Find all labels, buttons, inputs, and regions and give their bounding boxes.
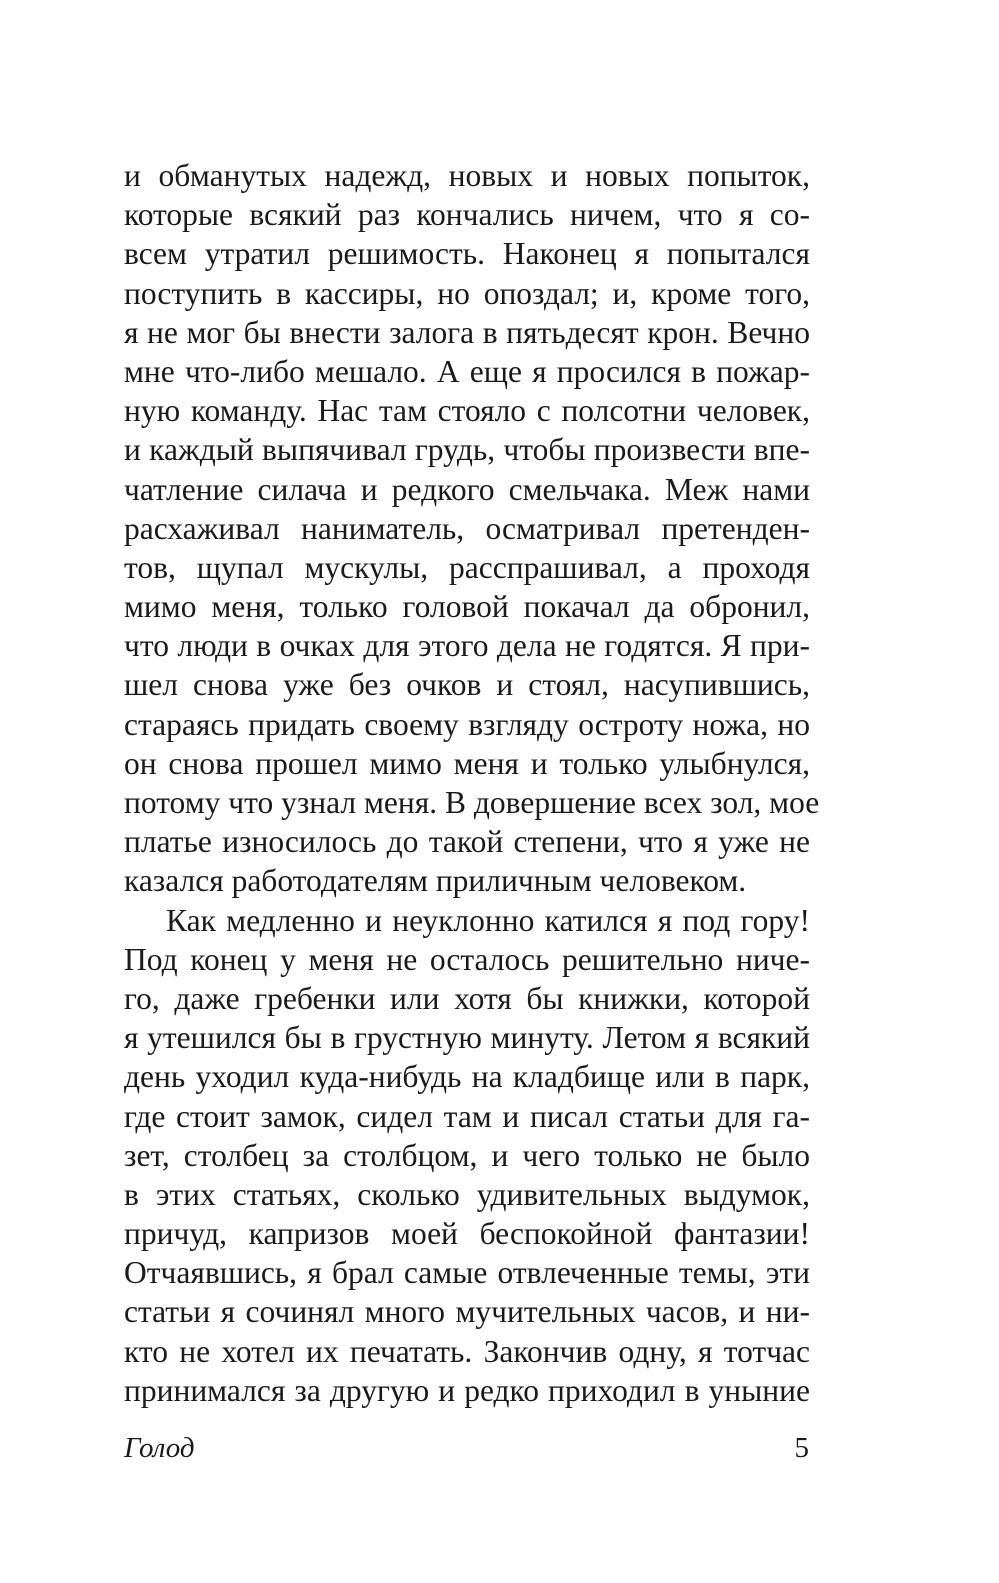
text-line: принимался за другую и редко приходил в уныние (124, 1372, 810, 1408)
text-line: шел снова уже без очков и стоял, насупившись, (124, 667, 810, 703)
paragraph-2 (124, 901, 810, 1410)
text-line: казался работодателям приличным человеком. (124, 863, 747, 899)
text-line: ную команду. Нас там стояло с полсотни человек, (124, 393, 810, 429)
text-line: Под конец у меня не осталось решительно ниче- (124, 941, 810, 977)
text-line: чатление силача и редкого смельчака. Меж нами (124, 471, 810, 507)
text-line: потому что узнал меня. В довершение всех зол, мое (124, 785, 820, 820)
text-line: кто не хотел их печатать. Закончив одну, я тотчас (124, 1333, 810, 1369)
text-line: мимо меня, только головой покачал да обронил, (124, 589, 810, 625)
text-line: он снова прошел мимо меня и только улыбнулся, (124, 745, 810, 781)
text-line: Отчаявшись, я брал самые отвлеченные темы, эти (124, 1255, 810, 1291)
text-line: статьи я сочинял много мучительных часов, и ни- (124, 1294, 810, 1330)
text-line: Как медленно и неуклонно катился я под гору! (166, 902, 810, 938)
text-line: поступить в кассиры, но опоздал; и, кроме того, (124, 275, 810, 311)
running-title: Голод (124, 1432, 195, 1464)
text-line: и обманутых надежд, новых и новых попыток, (124, 158, 810, 193)
paragraph-1 (124, 156, 820, 901)
text-line: платье износилось до такой степени, что я уже не (124, 824, 810, 860)
page-number: 5 (794, 1432, 809, 1464)
body-text (124, 156, 820, 1410)
text-line: в этих статьях, сколько удивительных выдумок, (124, 1176, 810, 1212)
text-line: расхаживал наниматель, осматривал претенден- (124, 510, 810, 546)
text-line: я не мог бы внести залога в пятьдесят крон. Вечно (124, 314, 810, 350)
text-line: я утешился бы в грустную минуту. Летом я всякий (124, 1020, 810, 1056)
text-line: которые всякий раз кончались ничем, что я со- (124, 197, 810, 233)
text-line: причуд, капризов моей беспокойной фантазии! (124, 1216, 810, 1252)
text-line: тов, щупал мускулы, расспрашивал, а проходя (124, 549, 810, 585)
text-line: го, даже гребенки или хотя бы книжки, которой (124, 980, 810, 1016)
text-line: стараясь придать своему взгляду остроту ножа, но (124, 706, 810, 742)
text-line: всем утратил решимость. Наконец я попытался (124, 236, 810, 272)
text-line: что люди в очках для этого дела не годятся. Я при- (124, 628, 810, 664)
text-line: где стоит замок, сидел там и писал статьи для га- (124, 1098, 810, 1134)
text-line: зет, столбец за столбцом, и чего только не было (124, 1137, 810, 1173)
text-line: и каждый выпячивал грудь, чтобы произвести впе- (124, 432, 810, 468)
text-line: день уходил куда-нибудь на кладбище или в парк, (124, 1059, 810, 1095)
text-line: мне что-либо мешало. А еще я просился в пожар- (124, 353, 810, 389)
